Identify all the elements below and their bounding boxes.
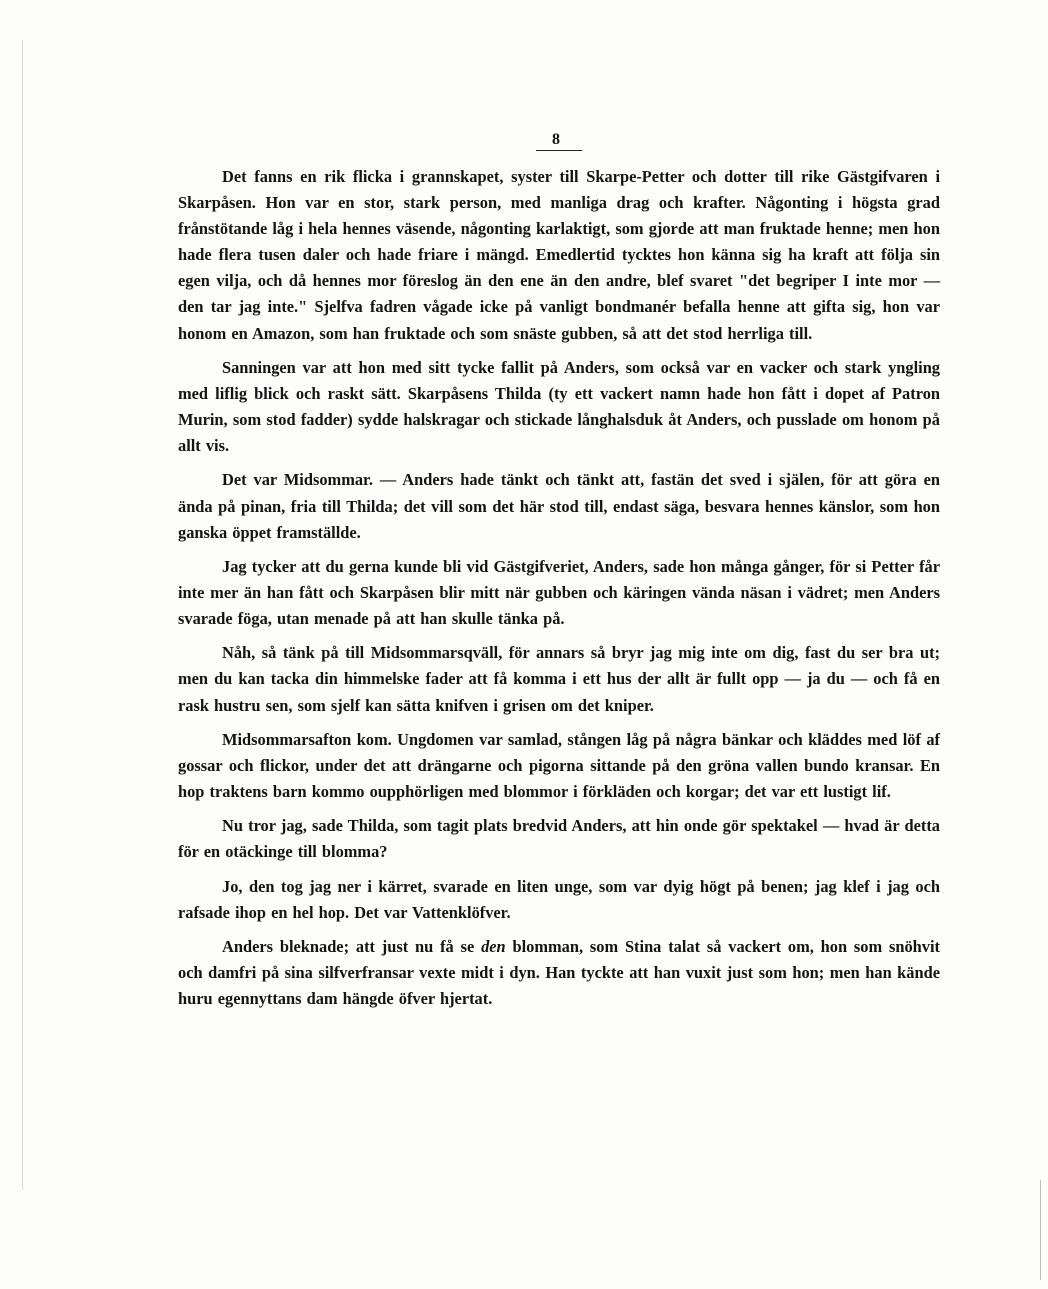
paragraph-9-emphasis: den [481, 937, 506, 957]
paragraph-9 [178, 934, 940, 1012]
scan-edge-right [1040, 1180, 1041, 1280]
paragraph-3: Det var Midsommar. — Anders hade tänkt och tänkt att, fastän det sved i själen, för att göra en ända på pinan, fria till Thilda; det vill som det här stod till, endast säga, besvara hennes känslor, som hon ganska öppet framställde. [178, 470, 940, 542]
paragraph-4: Jag tycker att du gerna kunde bli vid Gästgifveriet, Anders, sade hon många gånger, för si Petter får inte mer än han fått och Skarpåsen blir mitt när gubben och käringen vända näsan i vädret; men Anders svarade föga, utan menade på att han skulle tänka på. [178, 556, 940, 629]
paragraph-8: Jo, den tog jag ner i kärret, svarade en liten unge, som var dyig högt på benen; jag klef i jag och rafsade ihop en hel hop. Det var Vattenklöfver. [178, 876, 940, 922]
page-number-underline [536, 150, 582, 151]
paragraph-6: Midsommarsafton kom. Ungdomen var samlad, stången låg på några bänkar och kläddes med löf af gossar och flickor, under det att drängarne och pigorna sittande på den gröna vallen bundo kransar. En hop traktens barn kommo oupphörligen med blommor i förkläden och korgar; det var ett lustigt lif. [178, 729, 940, 801]
body-text [178, 164, 940, 1021]
paragraph-9-end: blomman, som Stina talat så vackert om, hon som snöhvit och damfri på sina silfverfransar vexte midt i dyn. Han tyckte att han vuxit just som hon; men han kände huru egennyttans dam hängde öfver hjertat. [178, 937, 940, 1009]
paragraph-5: Nåh, så tänk på till Midsommarsqväll, för annars så bryr jag mig inte om dig, fast du ser bra ut; men du kan tacka din himmelske fader att få komma i ett hus der allt är fullt opp — ja du — och få en rask hustru sen, som sjelf kan sätta knifven i grisen om det kniper. [178, 643, 940, 715]
scan-edge-left [22, 40, 23, 1190]
paragraph-9-start: Anders bleknade; att just nu få se [222, 937, 482, 957]
page-number: 8 [552, 131, 560, 148]
paragraph-7: Nu tror jag, sade Thilda, som tagit plats bredvid Anders, att hin onde gör spektakel — hvad är detta för en otäckinge till blomma? [178, 816, 940, 862]
paragraph-1: Det fanns en rik flicka i grannskapet, syster till Skarpe-Petter och dotter till rike Gästgifvaren i Skarpåsen. Hon var en stor, stark person, med manliga drag och krafter. Någonting i högsta grad frånstötande låg i hela hennes väsende, någonting karlaktigt, som gjorde att man fruktade henne; men hon hade flera tusen daler och hade friare i mängd. Emedlertid tycktes hon känna sig ha kraft att följa sin egen vilja, och då hennes mor föreslog än den ene än den andre, blef svaret "det begriper I inte mor — den tar jag inte." Sjelfva fadren vågade icke på vanligt bondmanér befalla henne att gifta sig, hon var honom en Amazon, som han fruktade och som snäste gubben, så att det stod herrliga till. [178, 167, 940, 343]
paragraph-2: Sanningen var att hon med sitt tycke fallit på Anders, som också var en vacker och stark yngling med liflig blick och raskt sätt. Skarpåsens Thilda (ty ett vackert namn hade hon fått i dopet af Patron Murin, som stod fadder) sydde halskragar och stickade långhalsduk åt Anders, och pusslade om honom på allt vis. [178, 357, 940, 456]
